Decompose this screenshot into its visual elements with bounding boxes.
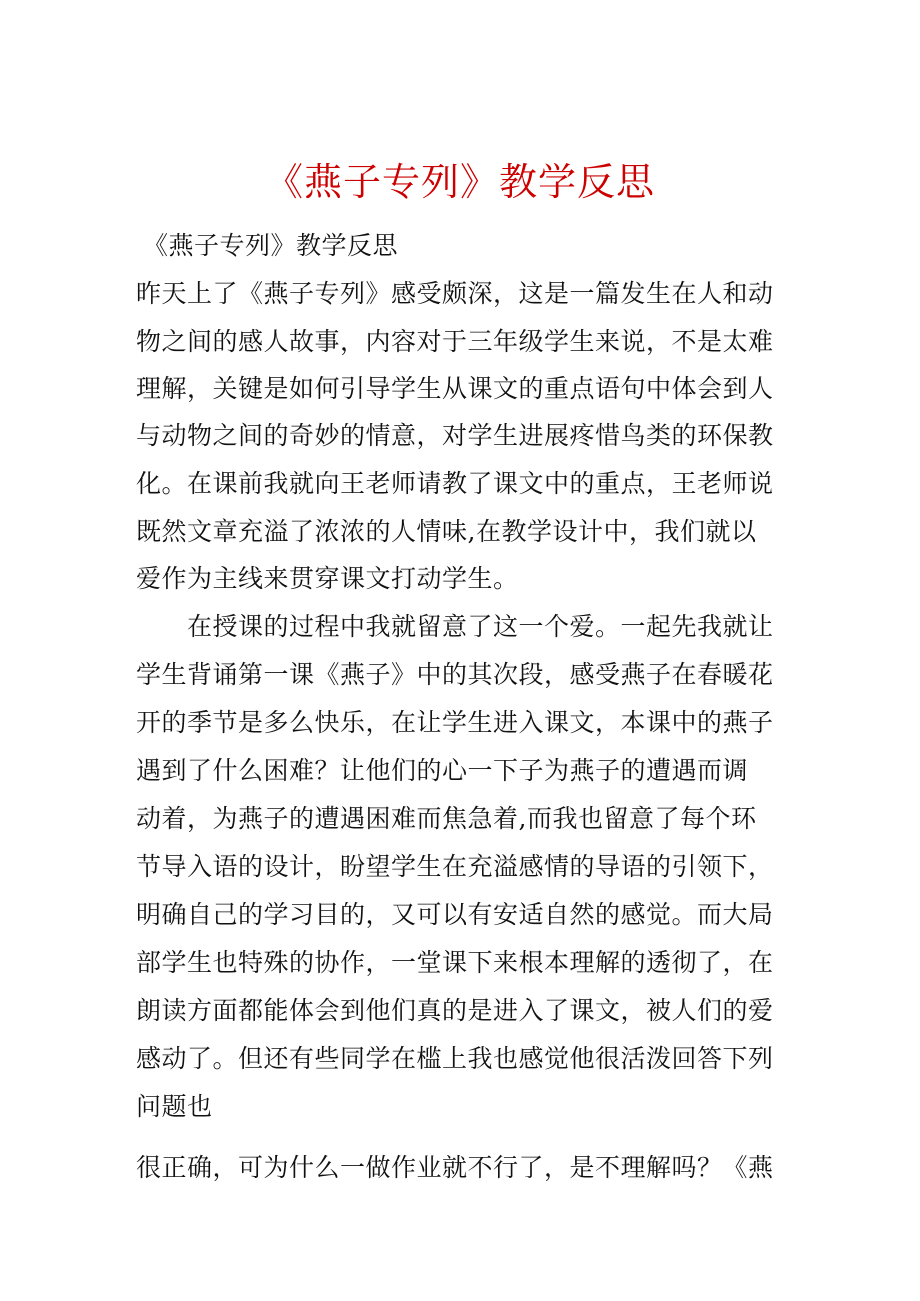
body-line: 爱作为主线来贯穿课文打动学生。	[136, 564, 519, 593]
document-title: 《燕子专列》教学反思	[264, 160, 655, 204]
body-line: 问题也	[136, 1092, 213, 1121]
body-line: 在授课的过程中我就留意了这一个爱。一起先我就让	[187, 612, 774, 641]
body-line: 昨天上了《燕子专列》感受颇深，这是一篇发生在人和动	[136, 279, 774, 308]
body-line: 既然文章充溢了浓浓的人情味,在教学设计中，我们就以	[136, 517, 757, 546]
body-line: 很正确，可为什么一做作业就不行了，是不理解吗？《燕	[136, 1153, 774, 1182]
body-line: 遇到了什么困难？让他们的心一下子为燕子的遭遇而调	[136, 756, 749, 785]
body-line: 物之间的感人故事，内容对于三年级学生来说，不是太难	[136, 327, 774, 356]
body-line: 朗读方面都能体会到他们真的是进入了课文，被人们的爱	[136, 996, 774, 1025]
body-line: 动着，为燕子的遭遇困难而焦急着,而我也留意了每个环	[136, 804, 757, 833]
body-line: 开的季节是多么快乐，在让学生进入课文，本课中的燕子	[136, 708, 774, 737]
body-line: 化。在课前我就向王老师请教了课文中的重点，王老师说	[136, 469, 774, 498]
body-line: 感动了。但还有些同学在槛上我也感觉他很活泼回答下列	[136, 1044, 774, 1073]
body-line: 学生背诵第一课《燕子》中的其次段，感受燕子在春暖花	[136, 660, 774, 689]
body-line: 理解，关键是如何引导学生从课文的重点语句中体会到人	[136, 374, 774, 403]
subtitle-line: 《燕子专列》教学反思	[143, 231, 399, 260]
body-line: 节导入语的设计，盼望学生在充溢感情的导语的引领下，	[136, 852, 774, 881]
body-line: 明确自己的学习目的，又可以有安适自然的感觉。而大局	[136, 900, 774, 929]
body-line: 与动物之间的奇妙的情意，对学生进展疼惜鸟类的环保教	[136, 421, 774, 450]
body-line: 部学生也特殊的协作，一堂课下来根本理解的透彻了，在	[136, 948, 774, 977]
